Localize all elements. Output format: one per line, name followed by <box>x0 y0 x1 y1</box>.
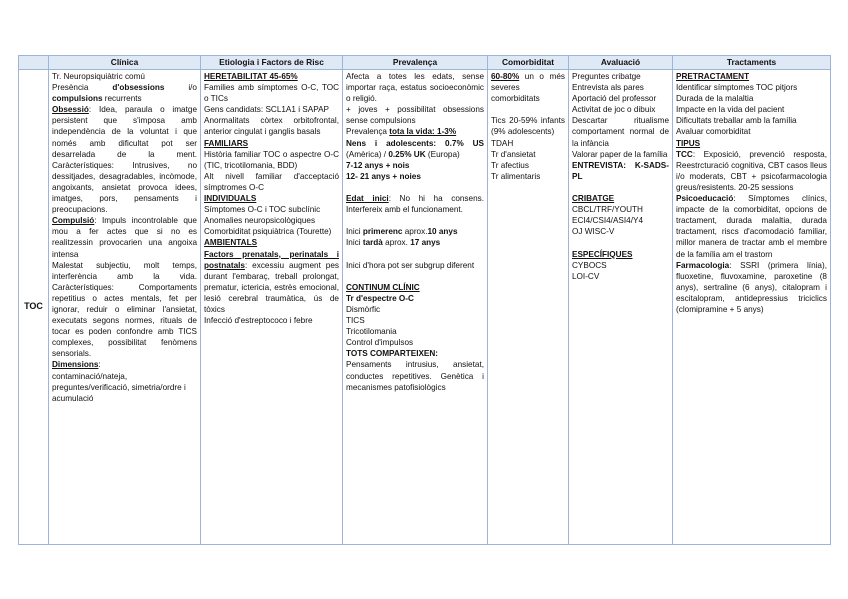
etio-her-head: HERETABILITAT 45-65% <box>204 72 298 81</box>
prev-espectre: Tr d'espectre O-C <box>346 293 414 303</box>
prev-age2: 12- 21 anys + noies <box>346 171 421 181</box>
header-etiologia: Etiologia i Factors de Risc <box>201 56 343 70</box>
header-row <box>19 56 831 70</box>
prev-tarda: Inici tardà aprox. 17 anys <box>346 238 441 248</box>
aval-a4: Activitat de joc o dibuix <box>572 105 656 115</box>
comorb-alimentaris: Tr alimentaris <box>491 171 541 181</box>
aval-esp-1: CYBOCS <box>572 260 607 270</box>
prev-e2: TICS <box>346 316 365 326</box>
etio-ind-3: Comorbiditat psiquiàtrica (Tourette) <box>204 227 332 237</box>
prev-e3: Tricotilomania <box>346 327 397 337</box>
clinica-intro2: Presència d'obsessions i/o compulsions recurrents <box>52 83 197 104</box>
tract-pre-4: Dificultats treballar amb la família <box>676 116 797 126</box>
header-comorbiditat: Comorbiditat <box>488 56 569 70</box>
aval-a1: Preguntes cribatge <box>572 72 641 81</box>
header-prevalenca: Prevalença <box>343 56 488 70</box>
tract-pre-1: Identificar símptomes TOC pitjors <box>676 83 798 93</box>
prev-cont-head: CONTINUM CLÍNIC <box>346 282 420 292</box>
aval-crib-head: CRIBATGE <box>572 194 615 204</box>
comorb-afectius: Tr afectius <box>491 160 529 170</box>
etio-her-3: Anormalitats còrtex orbitofrontal, anterior cingulat i ganglis basals <box>204 116 339 137</box>
aval-crib-2: ECI4/CSI4/ASI4/Y4 <box>572 216 643 226</box>
prev-inici: Edat inici: No hi ha consens. Interfereix amb el funcionament. <box>346 194 484 215</box>
etio-amb-1: Factors prenatals, perinatals i postnatals: excessiu augment pes durant l'embaraç, treball prolongat, prematur, ictericia, estrès emocional, lesió cerebral traumàtica, ús de tòxics <box>204 249 339 314</box>
clinica-intro1: Tr. Neuropsiquiàtric comú <box>52 72 145 81</box>
header-tractaments: Tractaments <box>673 56 831 70</box>
cell-prevalenca <box>343 70 488 545</box>
comorb-main: 60-80% un o més severes comorbiditats <box>491 72 565 104</box>
prev-age1: 7-12 anys + nois <box>346 160 410 170</box>
aval-esp-head: ESPECÍFIQUES <box>572 249 633 259</box>
tract-tipus-head: TIPUS <box>676 138 701 148</box>
row-label: TOC <box>19 70 49 545</box>
tract-pre-5: Avaluar comorbiditat <box>676 127 751 137</box>
cell-comorbiditat <box>488 70 569 545</box>
cell-avaluacio <box>569 70 673 545</box>
etio-ind-1: Símptomes O-C i TOC subclínic <box>204 205 321 215</box>
etio-fam-2: Alt nivell familiar d'acceptació símptromes O-C <box>204 171 339 192</box>
prev-tots-head: TOTS COMPARTEIXEN: <box>346 349 439 359</box>
tract-psico: Psicoeducació: Símptomes clínics, impacte de la comorbiditat, opcions de tractament, durada malaltia, durada tractament, riscs d'acomodació familiar, millor manera de tractar amb el membre de la família am el trastorn <box>676 194 827 259</box>
etio-her-1: Families amb símptomes O-C, TOC o TICs <box>204 83 339 104</box>
clinica-dimensions-text: contaminació/nateja, preguntes/verificació, simetria/ordre i acumulació <box>52 371 186 403</box>
clinica-obsessio: Obsessió: Idea, paraula o imatge persistent que s'imposa amb independència de la voluntat i que només amb dificultat pot ser desarrelada de la ment. Caràcterístiques: Intrusives, no dessitjades, desagradables, incòmode, angoixants, ansietat provoca idees, imatges, pors, pensaments i preocupacions. <box>52 105 197 215</box>
prev-primerenc: Inici primerenc aprox.10 anys <box>346 227 458 237</box>
tract-pre-head: PRETRACTAMENT <box>676 72 750 81</box>
prev-e4: Control d'impulsos <box>346 338 414 348</box>
prev-subgrup: Inici d'hora pot ser subgrup diferent <box>346 260 475 270</box>
prev-tots-text: Pensaments intrusius, ansietat, conductes repetitives. Genètica i mecanismes patofisiològics <box>346 360 484 392</box>
etio-fam-head: FAMILIARS <box>204 138 249 148</box>
header-empty <box>19 56 49 70</box>
prev-p2: + joves + possibilitat obsessions sense compulsions <box>346 105 484 126</box>
comorb-ansietat: Tr d'ansietat <box>491 149 536 159</box>
aval-a3: Aportació del professor <box>572 94 657 104</box>
comorb-tics: Tics 20-59% infants (9% adolescents) <box>491 116 565 137</box>
cell-tractaments <box>673 70 831 545</box>
clinica-compulsio: Compulsió: Impuls incontrolable que mou a fer actes que si no es realitzessin provocarien una angoixa intensa <box>52 216 197 259</box>
clinica-dimensions: Dimensions: <box>52 360 101 370</box>
prev-vida: Prevalença tota la vida: 1-3% <box>346 127 457 137</box>
header-clinica: Clínica <box>49 56 201 70</box>
tract-pre-2: Durada de la malaltia <box>676 94 754 104</box>
etio-fam-1: Història familiar TOC o aspectre O-C (TIC, tricotilomania, BDD) <box>204 149 339 170</box>
etio-ind-head: INDIVIDUALS <box>204 194 257 204</box>
etio-ind-2: Anomalies neuropsicològiques <box>204 216 316 226</box>
aval-entrevista: ENTREVISTA: K-SADS-PL <box>572 160 669 181</box>
cell-clinica <box>49 70 201 545</box>
tract-pre-3: Impacte en la vida del pacient <box>676 105 785 115</box>
etio-amb-head: AMBIENTALS <box>204 238 258 248</box>
comorb-tdah: TDAH <box>491 138 514 148</box>
aval-crib-1: CBCL/TRF/YOUTH <box>572 205 643 215</box>
tract-farm: Farmacologia: SSRI (primera línia), fluoxetine, fluvoxamine, paroxetine (8 anys), sertraline (6 anys), citalopram i escitalopram, antidepressius triciclics (clomipramine + 5 anys) <box>676 260 827 314</box>
cell-etiologia <box>201 70 343 545</box>
etio-amb-2: Infecció d'estreptococo i febre <box>204 316 313 326</box>
tract-tcc: TCC: Exposició, prevenció resposta, Reestrcturació cognitiva, CBT casos lleus i/o moderats, CBT + psicofarmacologia greus/resistents. 20-25 sessions <box>676 149 827 192</box>
etio-her-2: Gens candidats: SCL1A1 i SAPAP <box>204 105 330 115</box>
header-avaluacio: Avaluació <box>569 56 673 70</box>
prev-e1: Dismòrfic <box>346 304 381 314</box>
aval-crib-3: OJ WISC-V <box>572 227 615 237</box>
toc-summary-table <box>18 55 831 545</box>
prev-p1: Afecta a totes les edats, sense importar raça, estatus socioeconòmic o religió. <box>346 72 484 104</box>
prev-nens: Nens i adolescents: 0.7% US (Amèrica) / 0.25% UK (Europa) <box>346 138 484 159</box>
aval-a5: Descartar ritualisme comportament normal de la infància <box>572 116 669 148</box>
aval-esp-2: LOI-CV <box>572 271 600 281</box>
aval-a2: Entrevista als pares <box>572 83 644 93</box>
clinica-malestar: Malestat subjectiu, molt temps, interferència amb la vida. Caràcterístiques: Comportaments repetitius o actes mentals, fet per ignorar, reduir o eliminar l'ansietat, executats segons normes, rituals de tocar es poden confondre amb TICS complexes, possibilitat fenòmens sensorials. <box>52 260 197 359</box>
toc-row <box>19 70 831 545</box>
aval-a6: Valorar paper de la família <box>572 149 668 159</box>
